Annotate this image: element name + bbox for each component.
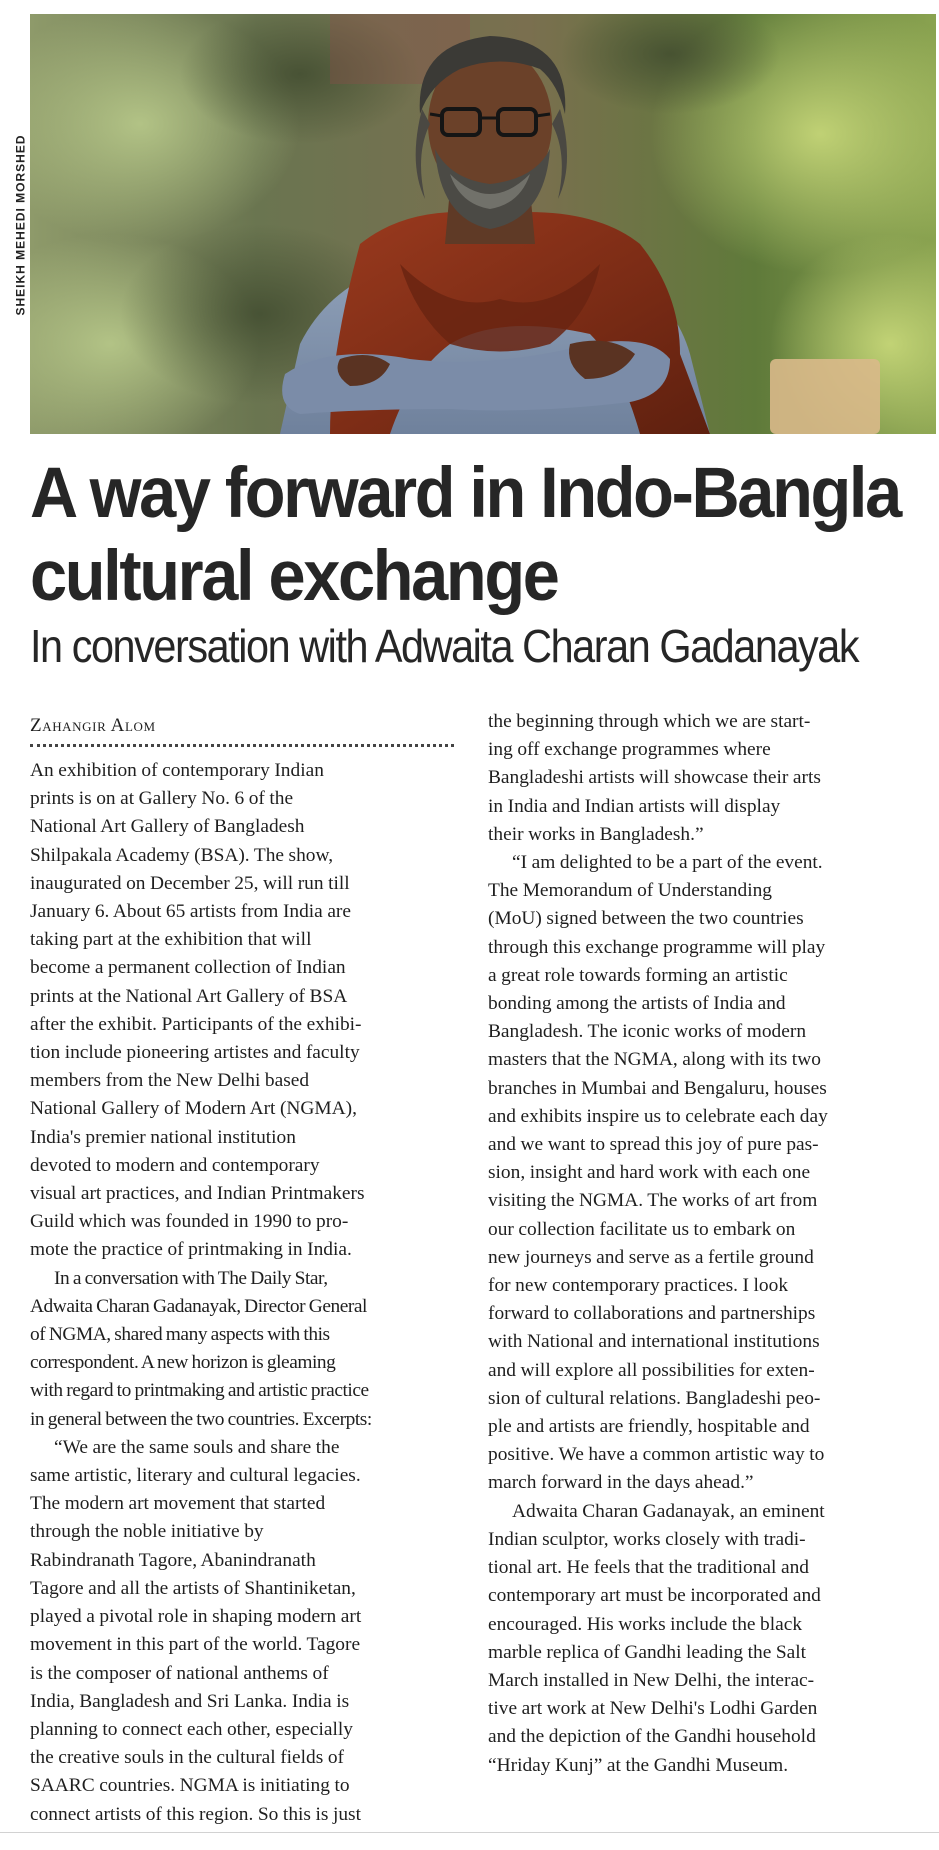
byline-divider	[30, 744, 454, 747]
text-line: Indian sculptor, works closely with tradi-	[488, 1528, 806, 1550]
text-line: National Art Gallery of Bangladesh	[30, 816, 305, 838]
text-line: Adwaita Charan Gadanayak, an eminent	[512, 1500, 825, 1522]
text-line: our collection facilitate us to embark on	[488, 1218, 796, 1240]
text-line: “We are the same souls and share the	[54, 1436, 340, 1458]
text-line: (MoU) signed between the two countries	[488, 908, 804, 930]
text-line: connect artists of this region. So this is just	[30, 1803, 361, 1825]
paragraph	[488, 849, 916, 1498]
byline: Zahangir Alom	[30, 715, 156, 736]
page-bottom-divider	[0, 1832, 939, 1833]
text-line: through this exchange programme will play	[488, 936, 826, 958]
text-line: ing off exchange programmes where	[488, 739, 771, 761]
text-line: marble replica of Gandhi leading the Salt	[488, 1641, 807, 1663]
text-line: sion, insight and hard work with each one	[488, 1162, 811, 1184]
text-line: prints at the National Art Gallery of BSA	[30, 985, 348, 1007]
text-line: Shilpakala Academy (BSA). The show,	[30, 844, 334, 866]
text-line: after the exhibit. Participants of the exhibi-	[30, 1013, 362, 1035]
article-column-right	[488, 708, 916, 1780]
text-line: in India and Indian artists will display	[488, 795, 781, 817]
text-line: “Hriday Kunj” at the Gandhi Museum.	[488, 1754, 789, 1776]
paragraph	[488, 1498, 916, 1780]
text-line: taking part at the exhibition that will	[30, 929, 312, 951]
photo-credit	[0, 16, 26, 434]
text-line: through the noble initiative by	[30, 1521, 264, 1543]
text-line: bonding among the artists of India and	[488, 993, 786, 1015]
text-line: Guild which was founded in 1990 to pro-	[30, 1211, 349, 1233]
text-line: the creative souls in the cultural fields of	[30, 1747, 344, 1769]
text-line: branches in Mumbai and Bengaluru, houses	[488, 1077, 827, 1099]
text-line: “I am delighted to be a part of the event.	[512, 852, 823, 874]
headline-line-1: A way forward in Indo-Bangla	[30, 454, 900, 533]
paragraph	[30, 1265, 450, 1434]
headline	[30, 452, 900, 618]
text-line: Bangladesh. The iconic works of modern	[488, 1021, 807, 1043]
text-line: An exhibition of contemporary Indian	[30, 760, 324, 781]
text-line: The modern art movement that started	[30, 1493, 326, 1515]
text-line: and we want to spread this joy of pure pas-	[488, 1134, 819, 1156]
text-line: new journeys and serve as a fertile ground	[488, 1246, 814, 1268]
text-line: prints is on at Gallery No. 6 of the	[30, 788, 294, 810]
text-line: encouraged. His works include the black	[488, 1613, 803, 1635]
text-line: of NGMA, shared many aspects with this	[30, 1324, 330, 1346]
paragraph	[30, 757, 450, 1265]
text-line: visual art practices, and Indian Printmakers	[30, 1183, 365, 1205]
text-line: In a conversation with The Daily Star,	[54, 1267, 328, 1289]
text-line: the beginning through which we are start-	[488, 711, 811, 732]
text-line: correspondent. A new horizon is gleaming	[30, 1352, 336, 1374]
photo-credit-name: SHEIKH MEHEDI MORSHED	[13, 134, 28, 316]
article-column-left	[30, 712, 450, 1829]
portrait-illustration	[30, 14, 936, 434]
portrait-photo	[30, 14, 936, 434]
text-line: India's premier national institution	[30, 1126, 296, 1148]
text-line: The Memorandum of Understanding	[488, 880, 772, 902]
text-line: become a permanent collection of Indian	[30, 957, 346, 979]
text-line: is the composer of national anthems of	[30, 1662, 329, 1684]
text-line: SAARC countries. NGMA is initiating to	[30, 1775, 350, 1797]
text-line: Rabindranath Tagore, Abanindranath	[30, 1549, 316, 1571]
text-line: planning to connect each other, especially	[30, 1718, 353, 1740]
text-line: visiting the NGMA. The works of art from	[488, 1190, 818, 1212]
text-line: inaugurated on December 25, will run till	[30, 872, 350, 894]
text-line: ple and artists are friendly, hospitable and	[488, 1416, 810, 1438]
text-line: with regard to printmaking and artistic practice	[30, 1380, 369, 1402]
text-line: same artistic, literary and cultural legacies.	[30, 1465, 361, 1487]
text-line: March installed in New Delhi, the interac-	[488, 1669, 815, 1691]
text-line: forward to collaborations and partnerships	[488, 1303, 816, 1325]
text-line: tive art work at New Delhi's Lodhi Garden	[488, 1698, 818, 1720]
text-line: Adwaita Charan Gadanayak, Director General	[30, 1295, 367, 1317]
text-line: tional art. He feels that the traditional and	[488, 1557, 809, 1579]
text-line: in general between the two countries. Excerpts:	[30, 1408, 372, 1430]
subheadline: In conversation with Adwaita Charan Gadanayak	[30, 620, 859, 672]
paragraph	[488, 708, 916, 849]
text-line: devoted to modern and contemporary	[30, 1154, 320, 1176]
text-line: movement in this part of the world. Tagore	[30, 1634, 361, 1656]
text-line: sion of cultural relations. Bangladeshi peo-	[488, 1387, 821, 1409]
text-line: played a pivotal role in shaping modern art	[30, 1606, 362, 1628]
text-line: India, Bangladesh and Sri Lanka. India is	[30, 1690, 350, 1712]
text-line: members from the New Delhi based	[30, 1070, 310, 1092]
text-line: a great role towards forming an artistic	[488, 964, 788, 986]
text-line: and the depiction of the Gandhi household	[488, 1726, 816, 1748]
text-line: masters that the NGMA, along with its two	[488, 1049, 821, 1071]
text-line: and will explore all possibilities for exten-	[488, 1359, 815, 1381]
headline-line-2: cultural exchange	[30, 537, 558, 616]
text-line: Bangladeshi artists will showcase their arts	[488, 767, 821, 789]
text-line: mote the practice of printmaking in India.	[30, 1239, 352, 1261]
text-line: January 6. About 65 artists from India are	[30, 901, 351, 923]
text-line: tion include pioneering artistes and faculty	[30, 1042, 360, 1064]
text-line: march forward in the days ahead.”	[488, 1472, 754, 1494]
text-line: Tagore and all the artists of Shantiniketan,	[30, 1577, 356, 1599]
text-line: with National and international institutions	[488, 1331, 820, 1353]
text-line: their works in Bangladesh.”	[488, 823, 704, 845]
text-line: contemporary art must be incorporated and	[488, 1585, 821, 1607]
text-line: National Gallery of Modern Art (NGMA),	[30, 1098, 357, 1120]
text-line: positive. We have a common artistic way to	[488, 1444, 825, 1466]
paragraph	[30, 1434, 450, 1829]
text-line: for new contemporary practices. I look	[488, 1275, 789, 1297]
text-line: and exhibits inspire us to celebrate each day	[488, 1105, 828, 1127]
